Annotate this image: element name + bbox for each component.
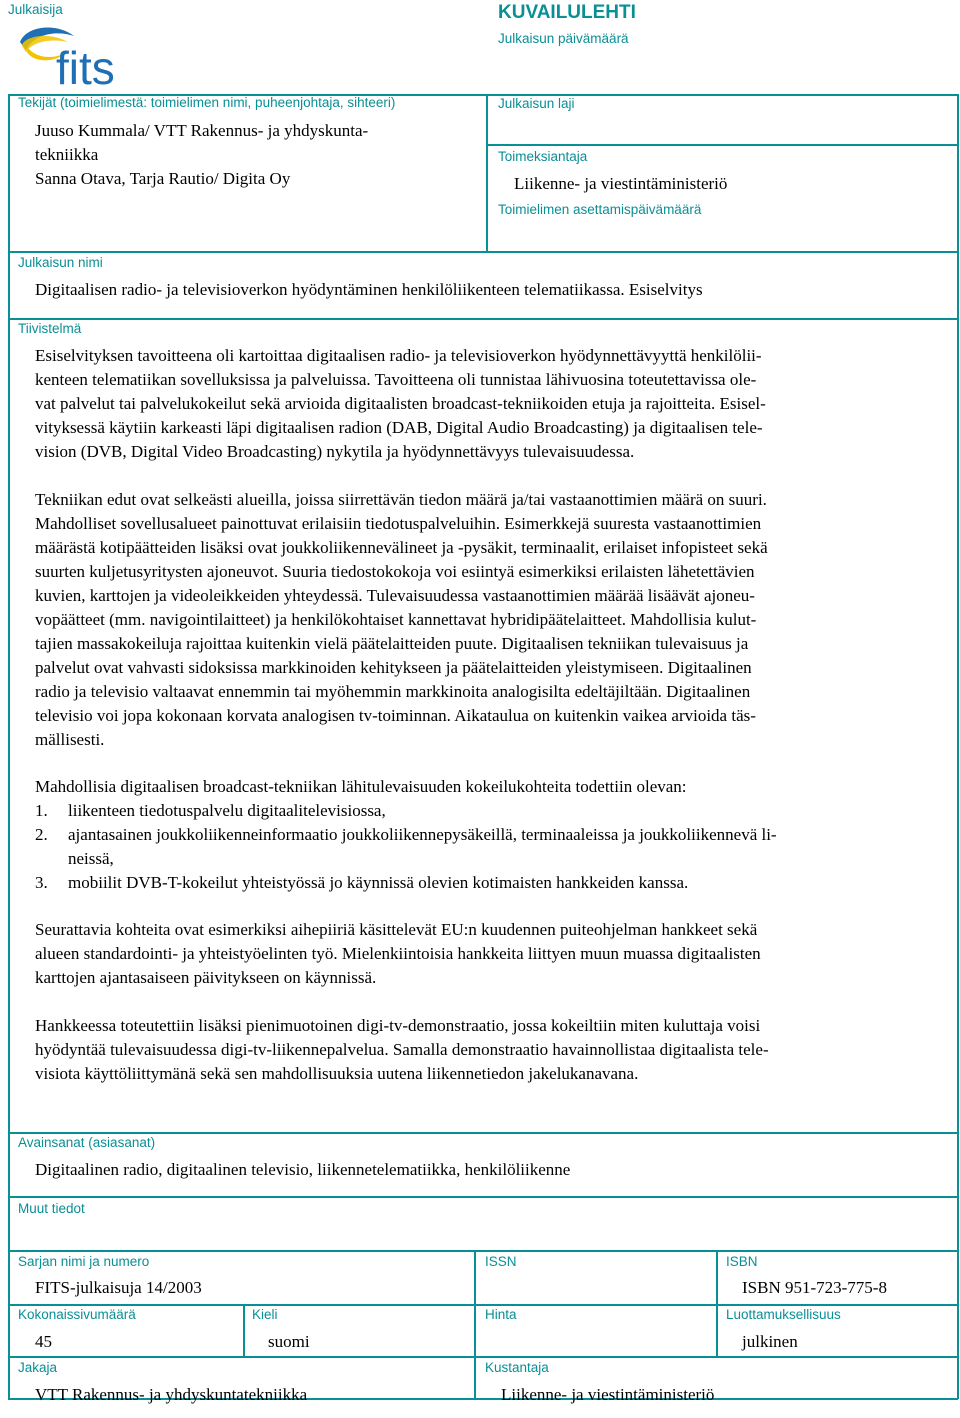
setup-date-label: Toimielimen asettamispäivämäärä xyxy=(498,202,702,217)
abstract-paragraph-3: Seurattavia kohteita ovat esimerkiksi aihepiiriä käsittelevät EU:n kuudennen puiteohjelman hankkeet sekä alueen standardointi- ja yhteistyöelinten työ. Mielenkiintoisia hankkeita liittyen muun muassa digitaalisten karttojen ajantasaiseen päivitykseen on käynnissä. xyxy=(35,920,761,987)
publish-date-label: Julkaisun päivämäärä xyxy=(498,31,629,46)
list-item: liikenteen tiedotuspalvelu digitaalitelevisiossa, xyxy=(68,801,386,820)
publisher-footer-label: Kustantaja xyxy=(485,1360,549,1375)
list-intro: Mahdollisia digitaalisen broadcast-tekniikan lähitulevaisuuden kokeilukohteita todettiin olevan: xyxy=(35,777,687,796)
isbn-label: ISBN xyxy=(726,1254,758,1269)
price-label: Hinta xyxy=(485,1307,517,1322)
distributor-label: Jakaja xyxy=(18,1360,58,1375)
abstract-paragraph-2: Tekniikan edut ovat selkeästi alueilla, joissa siirrettävän tiedon määrä ja/tai vastaanottimien määrä on suuri. Mahdolliset sovellusalueet painottuvat erilaisiin tiedotuspalveluihin. Esimerkkejä suuresta vastaanottimien määrästä kotipäätteiden lisäksi ovat joukkoliikennevälineet ja -pysäkit, terminaalit, erilaiset infopisteet sekä suurten kuljetusyritysten ajoneuvot. Suuria tiedostokokoja voi esiintyä esimerkiksi erilaisten lähetettävien kuvien, karttojen ja videoleikkeiden yhteydessä. Tulevaisuudessa vastaanottimien määrää lisäävät ajoneu- vopäätteet (mm. navigointilaitteet) ja henkilökohtaiset kannettavat hybridipäätelaitteet. Mahdollisia kulut- tajien massakokeiluja rajoittaa kuitenkin vielä päätelaitteiden puute. Digitaalisen tekniikan tulevaisuus ja palvelut ovat vahvasti sidoksissa markkinoiden kehitykseen ja päätelaitteiden yleistymiseen. Digitaalinen radio ja televisio valtaavat ennemmin tai myöhemmin markkinoita analogisilta edeltäjiltään. Digitaalinen televisio voi jopa kokonaan korvata analogisen tv-toiminnan. Aikataulua on kuitenkin vaikea arvioida täs- mällisesti. xyxy=(35,490,768,749)
isbn-value: ISBN 951-723-775-8 xyxy=(742,1278,887,1297)
publisher-label: Julkaisija xyxy=(8,2,63,17)
publication-title-label: Julkaisun nimi xyxy=(18,255,103,270)
keywords-value: Digitaalinen radio, digitaalinen televisio, liikennetelematiikka, henkilöliikenne xyxy=(35,1160,571,1179)
publication-type-label: Julkaisun laji xyxy=(498,96,575,111)
publication-title: Digitaalisen radio- ja televisioverkon hyödyntäminen henkilöliikenteen telematiikassa. Esiselvitys xyxy=(35,280,703,299)
author-line: tekniikka xyxy=(35,145,99,164)
other-info-label: Muut tiedot xyxy=(18,1201,85,1216)
abstract-label: Tiivistelmä xyxy=(18,321,82,336)
page-count-label: Kokonaissivumäärä xyxy=(18,1307,136,1322)
svg-text:fits: fits xyxy=(56,42,115,90)
list-item: mobiilit DVB-T-kokeilut yhteistyössä jo käynnissä olevien kotimaisten hankkeiden kanssa. xyxy=(68,873,689,892)
issn-label: ISSN xyxy=(485,1254,517,1269)
document-type-title: KUVAILULEHTI xyxy=(498,2,636,23)
keywords-label: Avainsanat (asiasanat) xyxy=(18,1135,156,1150)
authors-label: Tekijät (toimielimestä: toimielimen nimi, puheenjohtaja, sihteeri) xyxy=(18,95,396,110)
list-number: 2. xyxy=(35,825,48,844)
distributor-value: VTT Rakennus- ja yhdyskuntatekniikka xyxy=(35,1385,308,1404)
list-number: 3. xyxy=(35,873,48,892)
abstract-paragraph-4: Hankkeessa toteutettiin lisäksi pienimuotoinen digi-tv-demonstraatio, jossa kokeiltiin miten kuluttaja voisi hyödyntää tulevaisuudessa digi-tv-liikennepalvelua. Samalla demonstraatio havainnollistaa digitaalista tele- visiota käyttöliittymänä sekä sen mahdollisuuksia uutena liikennetiedon jakelukanavana. xyxy=(35,1016,769,1083)
language-label: Kieli xyxy=(252,1307,278,1322)
list-item-continuation: neissä, xyxy=(68,849,114,868)
commissioner-label: Toimeksiantaja xyxy=(498,149,588,164)
list-number: 1. xyxy=(35,801,48,820)
author-line: Juuso Kummala/ VTT Rakennus- ja yhdyskunta- xyxy=(35,121,369,140)
author-line: Sanna Otava, Tarja Rautio/ Digita Oy xyxy=(35,169,291,188)
abstract-paragraph-1: Esiselvityksen tavoitteena oli kartoittaa digitaalisen radio- ja televisioverkon hyödynnettävyyttä henkilölii- kenteen telematiikan sovelluksissa ja palveluissa. Tavoitteena oli tunnistaa lähivuosina toteutettavissa ole- vat palvelut tai palvelukokeilut sekä arvioida digitaalisten broadcast-tekniikoiden etuja ja rajoitteita. Esisel- vityksessä käytiin karkeasti läpi digitaalisen radion (DAB, Digital Audio Broadcasting) ja digitaalisen tele- vision (DVB, Digital Video Broadcasting) nykytila ja hyödynnettävyys tulevaisuudessa. xyxy=(35,346,766,461)
page-count-value: 45 xyxy=(35,1332,52,1351)
confidentiality-value: julkinen xyxy=(742,1332,798,1351)
publisher-footer-value: Liikenne- ja viestintäministeriö xyxy=(501,1385,715,1404)
list-item: ajantasainen joukkoliikenneinformaatio joukkoliikennepysäkeillä, terminaaleissa ja joukkoliikennevä li- xyxy=(68,825,777,844)
series-value: FITS-julkaisuja 14/2003 xyxy=(35,1278,202,1297)
fits-logo xyxy=(16,20,138,95)
commissioner-value: Liikenne- ja viestintäministeriö xyxy=(514,174,728,193)
series-label: Sarjan nimi ja numero xyxy=(18,1254,150,1269)
language-value: suomi xyxy=(268,1332,310,1351)
confidentiality-label: Luottamuksellisuus xyxy=(726,1307,841,1322)
